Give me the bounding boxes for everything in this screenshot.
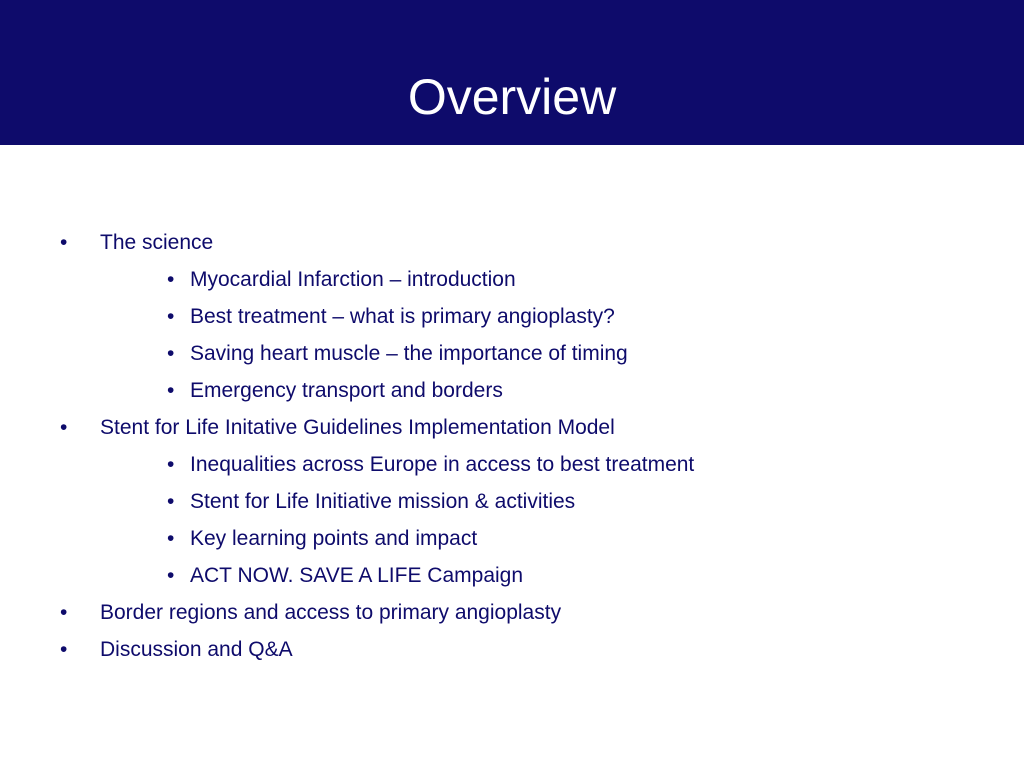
bullet-icon: • xyxy=(60,601,68,624)
sub-bullet-item-saving-heart-muscle xyxy=(0,335,1024,372)
bullet-icon: • xyxy=(167,342,175,365)
sub-bullet-item-myocardial-infarction xyxy=(0,261,1024,298)
bullet-item-border-regions xyxy=(0,594,1024,631)
bullet-item-the-science xyxy=(0,224,1024,261)
bullet-text: The science xyxy=(100,231,214,254)
bullet-text: Discussion and Q&A xyxy=(100,638,293,661)
bullet-item-stent-for-life-model xyxy=(0,409,1024,446)
bullet-icon: • xyxy=(167,527,175,550)
bullet-text: Border regions and access to primary angioplasty xyxy=(100,601,562,624)
bullet-icon: • xyxy=(60,231,68,254)
sub-bullet-item-act-now-campaign xyxy=(0,557,1024,594)
bullet-icon: • xyxy=(167,564,175,587)
sub-bullet-item-best-treatment xyxy=(0,298,1024,335)
bullet-text: Inequalities across Europe in access to best treatment xyxy=(190,453,695,476)
bullet-text: Stent for Life Initative Guidelines Implementation Model xyxy=(100,416,615,439)
bullet-icon: • xyxy=(60,638,68,661)
bullet-text: ACT NOW. SAVE A LIFE Campaign xyxy=(190,564,524,587)
bullet-text: Saving heart muscle – the importance of timing xyxy=(190,342,628,365)
bullet-icon: • xyxy=(60,416,68,439)
bullet-icon: • xyxy=(167,379,175,402)
bullet-text: Key learning points and impact xyxy=(190,527,478,550)
bullet-text: Emergency transport and borders xyxy=(190,379,503,402)
bullet-icon: • xyxy=(167,490,175,513)
bullet-text: Stent for Life Initiative mission & activities xyxy=(190,490,576,513)
bullet-icon: • xyxy=(167,453,175,476)
outline-list xyxy=(0,224,1024,668)
sub-bullet-item-mission-activities xyxy=(0,483,1024,520)
sub-bullet-item-key-learning-points xyxy=(0,520,1024,557)
bullet-text: Myocardial Infarction – introduction xyxy=(190,268,516,291)
bullet-text: Best treatment – what is primary angioplasty? xyxy=(190,305,615,328)
bullet-icon: • xyxy=(167,268,175,291)
slide-title: Overview xyxy=(407,69,617,125)
sub-bullet-item-inequalities xyxy=(0,446,1024,483)
sub-bullet-item-emergency-transport xyxy=(0,372,1024,409)
bullet-icon: • xyxy=(167,305,175,328)
bullet-item-discussion xyxy=(0,631,1024,668)
